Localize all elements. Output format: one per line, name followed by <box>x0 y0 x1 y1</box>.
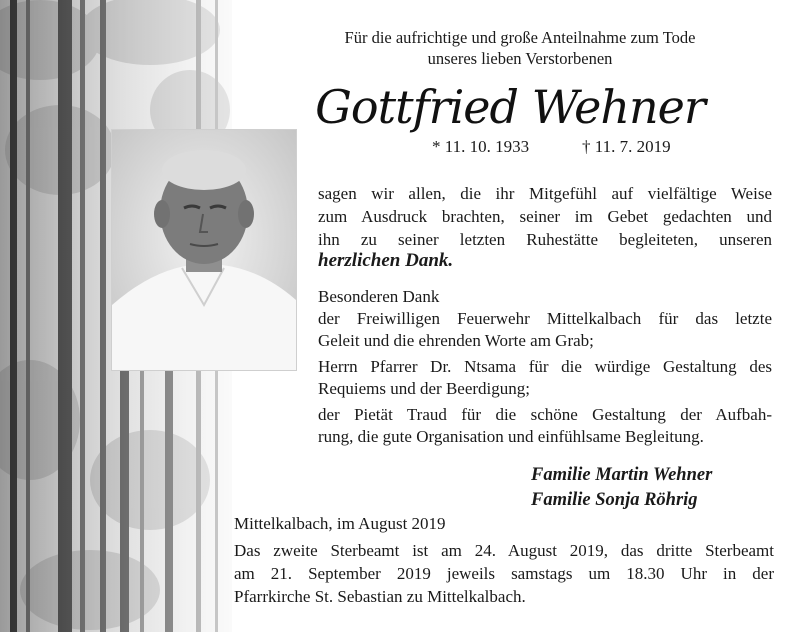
thanks-line-1: sagen wir allen, die ihr Mitgefühl auf vielfältige Weise <box>318 184 772 203</box>
special-p3-line-1: der Pietät Traud für die schöne Gestaltung der Aufbah- <box>318 405 772 424</box>
death-date: † 11. 7. 2019 <box>582 137 671 156</box>
special-p2-line-1: Herrn Pfarrer Dr. Ntsama für die würdige Gestaltung des <box>318 357 772 376</box>
birth-date: * 11. 10. 1933 <box>432 137 530 156</box>
thanks-line-2: zum Ausdruck brachten, seiner im Gebet gedachten und <box>318 207 772 226</box>
special-p1-line-2: Geleit und die ehrenden Worte am Grab; <box>318 331 594 350</box>
family-1: Familie Martin Wehner <box>531 465 713 485</box>
special-heading: Besonderen Dank <box>318 287 440 306</box>
special-p2-line-2: Requiems und der Beerdigung; <box>318 379 530 398</box>
special-p1-line-1: der Freiwilligen Feuerwehr Mittelkalbach für das letzte <box>318 309 772 328</box>
deceased-name: Gottfried Wehner <box>315 80 705 134</box>
place-date: Mittelkalbach, im August 2019 <box>234 514 446 533</box>
footer-line-2: am 21. September 2019 jeweils samstags um 18.30 Uhr in der <box>234 564 774 583</box>
family-2: Familie Sonja Röhrig <box>531 490 698 510</box>
intro-line-2: unseres lieben Verstorbenen <box>427 49 613 68</box>
thanks-bold: herzlichen Dank. <box>318 250 454 271</box>
footer-line-1: Das zweite Sterbeamt ist am 24. August 2019, das dritte Sterbeamt <box>234 541 774 560</box>
thanks-line-3: ihn zu seiner letzten Ruhestätte begleiteten, unseren <box>318 230 772 249</box>
intro-line-1: Für die aufrichtige und große Anteilnahme zum Tode <box>344 28 696 47</box>
special-p3-line-2: rung, die gute Organisation und einfühlsame Begleitung. <box>318 427 704 446</box>
portrait-photo <box>112 130 296 370</box>
footer-line-3: Pfarrkirche St. Sebastian zu Mittelkalbach. <box>234 587 526 606</box>
